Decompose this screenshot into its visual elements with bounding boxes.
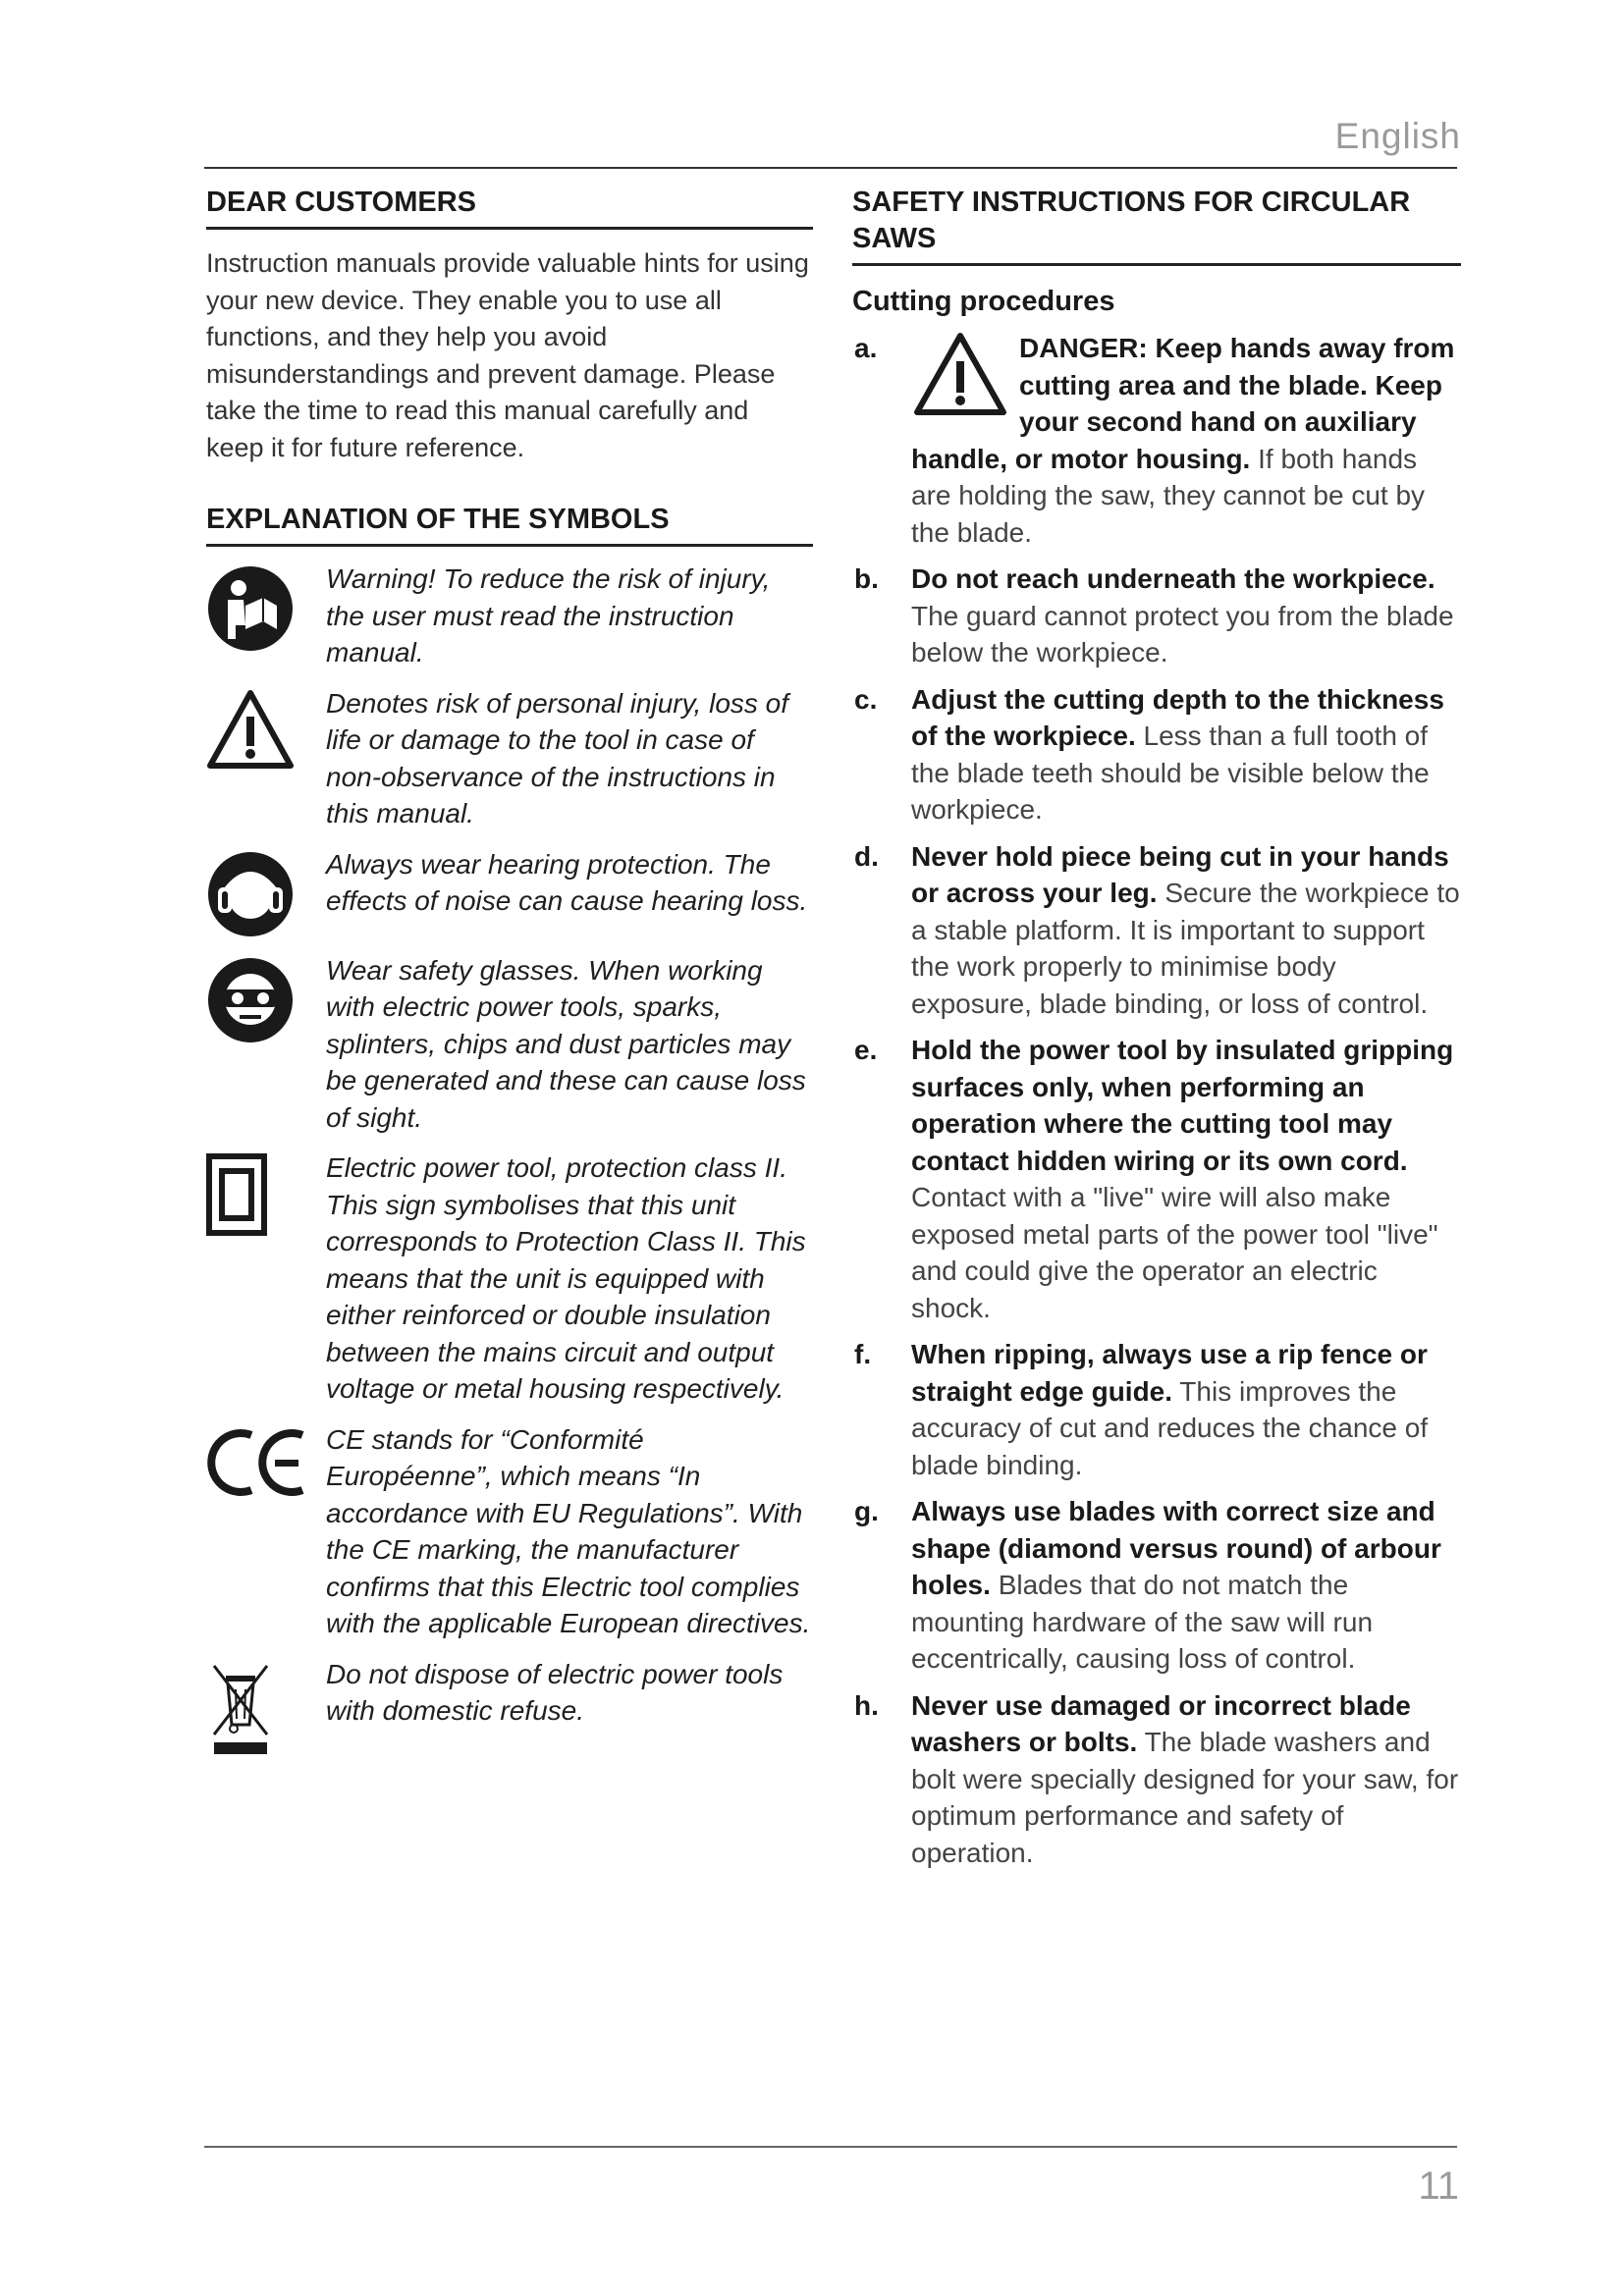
instruction-item-e [852, 1032, 1461, 1326]
symbol-row [206, 1149, 813, 1408]
instruction-item-d [852, 838, 1461, 1023]
symbol-text-class-ii: Electric power tool, protection class II. This sign symbolises that this unit corresponds to Protection Class II. This means that the unit is equipped with either reinforced or double insulation between the mains circuit and output voltage or metal housing respectively. [326, 1152, 806, 1404]
intro-paragraph: Instruction manuals provide valuable hints for using your new device. They enable you to use all functions, and they help you avoid misunderstandings and prevent damage. Please take the time to read this manual carefully and keep it for future reference. [206, 248, 809, 462]
symbol-row [206, 1656, 813, 1758]
item-regular-text: Less than a full tooth of the blade teeth should be visible below the workpiece. [911, 721, 1430, 825]
item-label: g. [854, 1496, 879, 1526]
item-label: d. [854, 840, 879, 872]
symbol-row [206, 561, 813, 671]
item-label: b. [854, 563, 879, 594]
instruction-item-b [852, 561, 1461, 671]
item-regular-text: Blades that do not match the mounting hardware of the saw will run eccentrically, causing loss of control. [911, 1570, 1374, 1674]
symbol-row [206, 1421, 813, 1642]
item-regular-text: This improves the accuracy of cut and reduces the chance of blade binding. [911, 1375, 1429, 1480]
language-label: English [1334, 116, 1461, 156]
item-regular-text: If both hands are holding the saw, they cannot be cut by the blade. [911, 443, 1426, 548]
symbol-text-warning: Denotes risk of personal injury, loss of life or damage to the tool in case of non-observance of the instructions in this manual. [326, 687, 789, 828]
right-column [852, 185, 1461, 1881]
safety-instructions-heading: SAFETY INSTRUCTIONS FOR CIRCULAR SAWS [852, 185, 1461, 266]
item-regular-text: Secure the workpiece to a stable platform. It is important to support the work properly to minimise body exposure, blade binding, or loss of control. [911, 878, 1460, 1019]
cutting-procedures-heading: Cutting procedures [852, 286, 1115, 317]
item-label: f. [854, 1339, 872, 1369]
safety-glasses-icon [206, 956, 295, 1044]
instruction-item-g [852, 1493, 1461, 1678]
item-bold-text: Never hold piece being cut in your hands or across your leg. [911, 840, 1449, 908]
ce-mark-icon [206, 1425, 308, 1500]
item-bold-text: Adjust the cutting depth to the thickness of the workpiece. [911, 683, 1444, 751]
symbol-text-glasses: Wear safety glasses. When working with electric power tools, sparks, splinters, chips and dust particles may be generated and these can cause loss of sight. [326, 954, 806, 1133]
item-regular-text: The blade washers and bolt were specially designed for your saw, for optimum performance and safety of operation. [911, 1727, 1459, 1868]
item-label: e. [854, 1035, 878, 1065]
item-label: a. [854, 333, 878, 363]
symbol-text-hearing: Always wear hearing protection. The effects of noise can cause hearing loss. [326, 848, 808, 916]
instruction-item-a [852, 330, 1461, 551]
footer-rule [204, 2146, 1457, 2148]
item-bold-text: DANGER: Keep hands away from cutting area and the blade. Keep your second hand on auxiliary handle, or motor housing. [911, 333, 1455, 474]
crossed-bin-icon [206, 1660, 275, 1758]
protection-class-ii-icon [206, 1153, 267, 1236]
item-regular-text: The guard cannot protect you from the blade below the workpiece. [911, 600, 1454, 667]
instruction-item-c [852, 681, 1461, 828]
item-bold-text: Do not reach underneath the workpiece. [911, 563, 1435, 594]
symbol-row [206, 846, 813, 938]
item-regular-text: Contact with a "live" wire will also make exposed metal parts of the power tool "live" and could give the operator an electric shock. [911, 1182, 1438, 1323]
symbol-text-ce: CE stands for “Conformité Européenne”, which means “In accordance with EU Regulations”. With the CE marking, the manufacturer confirms that this Electric tool complies with the applicable European directives. [326, 1423, 811, 1638]
left-column [206, 185, 813, 1758]
item-bold-text: Hold the power tool by insulated gripping surfaces only, when performing an operation where the cutting tool may contact hidden wiring or its own cord. [911, 1035, 1454, 1176]
symbol-text-read-manual: Warning! To reduce the risk of injury, the user must read the instruction manual. [326, 563, 771, 667]
symbol-row [206, 685, 813, 832]
item-bold-text: Always use blades with correct size and shape (diamond versus round) of arbour holes. [911, 1496, 1441, 1600]
item-bold-text: Never use damaged or incorrect blade washers or bolts. [911, 1689, 1411, 1757]
item-label: h. [854, 1689, 879, 1721]
read-manual-icon [206, 564, 295, 653]
symbol-text-disposal: Do not dispose of electric power tools with domestic refuse. [326, 1658, 784, 1726]
item-label: c. [854, 683, 878, 715]
warning-triangle-icon [206, 689, 295, 770]
instruction-item-f [852, 1336, 1461, 1483]
symbol-row [206, 952, 813, 1137]
item-bold-text: When ripping, always use a rip fence or straight edge guide. [911, 1339, 1428, 1407]
symbols-heading: EXPLANATION OF THE SYMBOLS [206, 502, 813, 547]
header-rule [204, 167, 1457, 169]
instruction-item-h [852, 1687, 1461, 1872]
danger-triangle-icon [911, 330, 1009, 418]
page-number: 11 [1418, 2164, 1459, 2208]
hearing-protection-icon [206, 850, 295, 938]
dear-customers-heading: DEAR CUSTOMERS [206, 185, 813, 230]
